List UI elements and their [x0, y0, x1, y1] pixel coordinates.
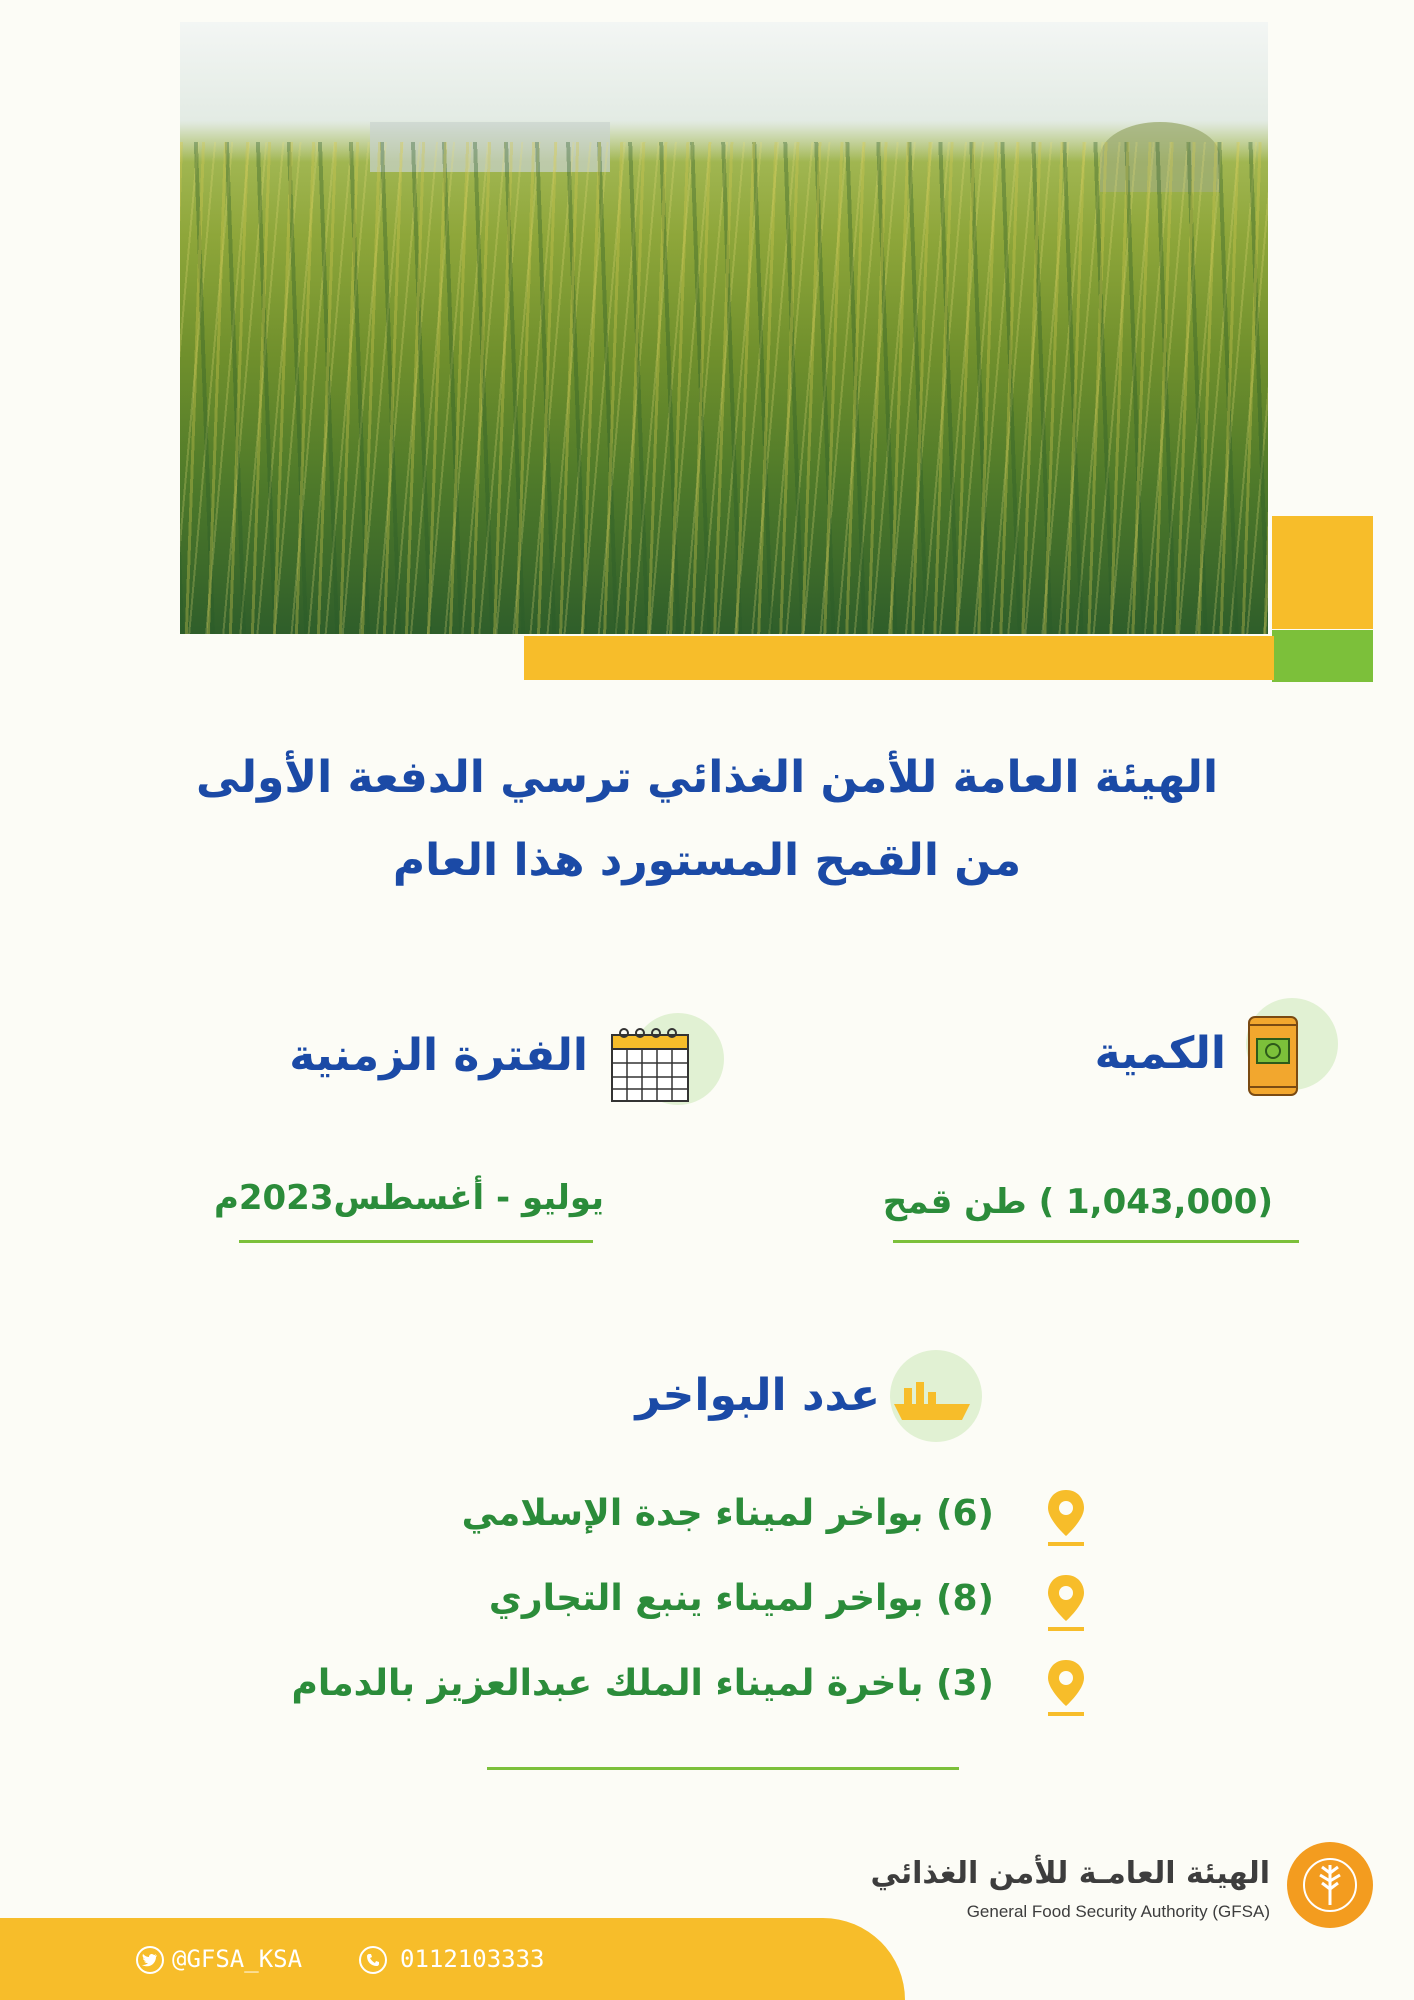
decor-yellow-square — [1272, 516, 1373, 629]
location-pin-icon — [1044, 1658, 1088, 1718]
ship-icon — [890, 1372, 974, 1428]
period-value: يوليو - أغسطس2023م — [213, 1178, 604, 1218]
twitter-icon[interactable] — [136, 1946, 164, 1974]
quantity-value: (1,043,000 ) طن قمح — [882, 1182, 1273, 1222]
ports-underline — [487, 1767, 959, 1770]
gfsa-logo-icon — [1287, 1842, 1373, 1928]
phone-number[interactable]: 0112103333 — [400, 1945, 545, 1973]
quantity-underline — [893, 1240, 1299, 1243]
twitter-handle[interactable]: @GFSA_KSA — [172, 1945, 303, 1973]
phone-icon — [359, 1946, 387, 1974]
hero-wheat-field-image — [180, 22, 1268, 634]
calendar-icon — [602, 1025, 698, 1107]
hero-wheat-stalks — [180, 142, 1268, 634]
decor-green-square — [1272, 630, 1373, 682]
period-label: الفترة الزمنية — [289, 1030, 588, 1081]
headline-line2: من القمح المستورد هذا العام — [392, 835, 1022, 886]
decor-yellow-bar — [524, 636, 1274, 680]
quantity-label: الكمية — [1094, 1028, 1226, 1079]
port-item-yanbu: (8) بواخر لميناء ينبع التجاري — [488, 1578, 994, 1619]
location-pin-icon — [1044, 1488, 1088, 1548]
wheat-sack-icon — [1238, 1010, 1308, 1100]
port-item-dammam: (3) باخرة لميناء الملك عبدالعزيز بالدمام — [291, 1663, 994, 1704]
headline-line1: الهيئة العامة للأمن الغذائي ترسي الدفعة الأولى — [195, 752, 1219, 803]
location-pin-icon — [1044, 1573, 1088, 1633]
org-name-en: General Food Security Authority (GFSA) — [966, 1902, 1270, 1921]
org-name-ar: الهيئة العامـة للأمن الغذائي — [870, 1856, 1270, 1891]
ships-label: عدد البواخر — [635, 1370, 880, 1421]
port-item-jeddah: (6) بواخر لميناء جدة الإسلامي — [461, 1493, 994, 1534]
period-underline — [239, 1240, 593, 1243]
